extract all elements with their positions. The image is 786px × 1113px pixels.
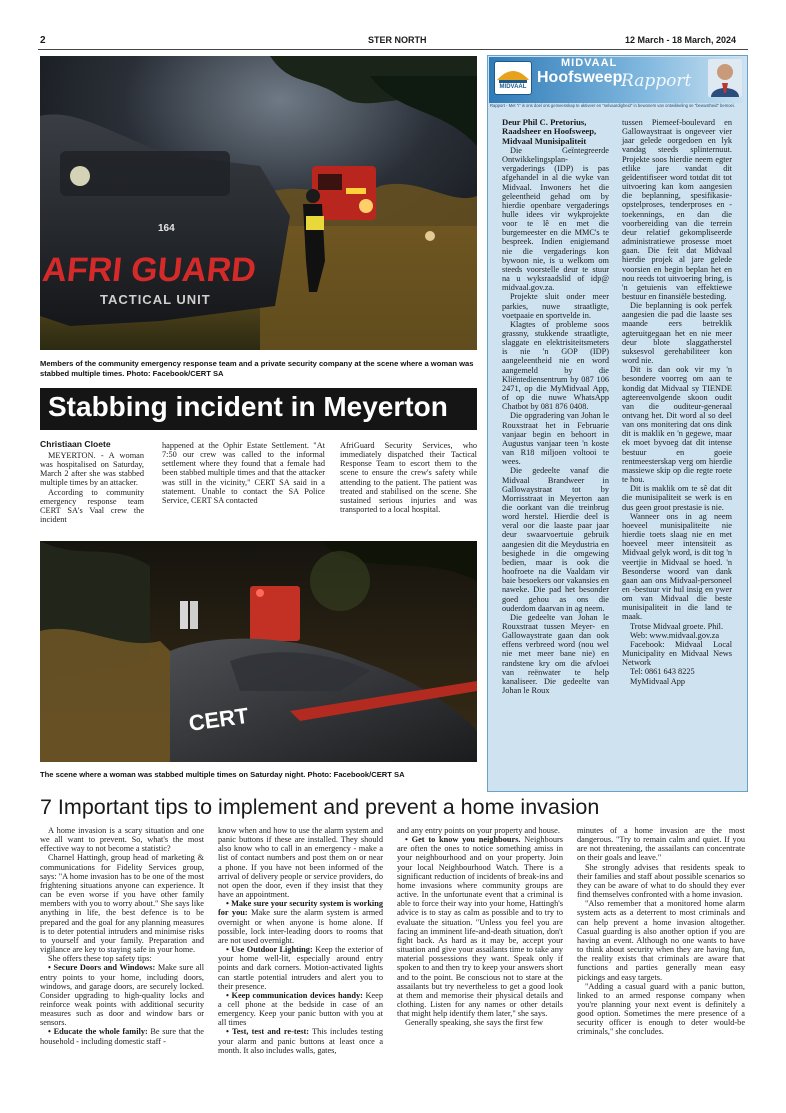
story1-col2	[162, 441, 325, 505]
tip-text: Be sure that the household - including domestic staff -	[40, 1027, 204, 1046]
contact-tel: Tel: 0861 643 8225	[630, 667, 695, 677]
story2-col3	[397, 826, 563, 1027]
paragraph: She strongly advises that residents speak to their families and staff about possible scenarios so they can be aware of what to do should they ever find themselves confronted with a home invasion.	[577, 862, 745, 900]
tip-paragraph	[397, 835, 563, 1018]
paragraph: "Also remember that a monitored home alarm system acts as a deterrent to most criminals and can help prevent a home invasion altogether. Casual guarding is also another option if you are having an event. Although no one wants to have to think about security when they are having fun, the reality exists that criminals are aware that functions and parties generally mean easy pickings and easy targets.	[577, 899, 745, 982]
tip-text: Keep a cell phone at the bedside in case of an emergency. Keep your panic button with you at all times	[218, 990, 383, 1028]
story2-col2	[218, 826, 383, 1055]
page-number: 2	[40, 35, 46, 46]
tip-text: Neighbours are often the ones to notice something amiss in your neighbourhood and on your property. Join your local Neighbourhood Watch. There is a significant reduction of incidents of break-ins and home invasions where community groups are active. In the unfortunate event that a criminal is able to force their way into your home, Hattingh's advice is to stay as calm as possible and to try to evaluate the situation. "Unless you feel you are facing an imminent life-and-death situation, don't fight back. As hard as it may be, accept your situation and give your assailants time to take any material possessions they want. Speak only if spoken to and then try to keep your answers short and to the point. Be conscious not to stare at the assailants but try nevertheless to get a good look at them and memorise their physical details and clothing. Listen for any names or other details that might help identify them later," she says.	[397, 835, 563, 1019]
vehicle-label-text: CERT	[187, 702, 251, 736]
paragraph: happened at the Ophir Estate Settlement. "At 7:50 our crew was called to the informal settlement where they found that a female had been stabbed multiple times and that the attacker was still in the vicinity," CERT SA said in a statement. Unable to contact the SA Police Service, CERT SA contacted	[162, 441, 325, 505]
tip-paragraph	[218, 945, 383, 991]
tip-title: • Use Outdoor Lighting:	[226, 945, 313, 955]
vehicle-brand-text: AFRI GUARD	[40, 251, 258, 289]
tip-text: Make sure all entry points to your home, including doors, windows, and garage doors, are securely locked. Consider upgrading to high-quality locks and reinforce weak points with additional security measures such as door and window bars or sensors.	[40, 963, 204, 1028]
paragraph: AfriGuard Security Services, who immediately dispatched their Tactical Response Team to escort them to the scene to ensure the crew's safety while attending to the patient. The patient was treated and stabilised on the scene. She sustained serious injuries and was transported to a local hospital.	[340, 441, 477, 515]
paragraph: Die gedeelte van Johan le Rouxstraat tussen Meyer- en Gallowaystrate gaan dan ook effens verbreed word (nou wel nie met meer bane nie) en randstene kry om die afvloei van reënwater te help kanaliseer. Die gedeelte van Johan le Roux	[502, 612, 609, 696]
paragraph: Projekte sluit onder meer parkies, nuwe straatligte, voetpaaie en sportvelde in.	[502, 292, 609, 320]
contact-facebook: Facebook: Midvaal Local Municipality en Midvaal News Network	[622, 639, 732, 668]
headline-stabbing: Stabbing incident in Meyerton	[48, 391, 448, 422]
contact-app: MyMidvaal App	[630, 676, 686, 686]
vehicle-unit-text: TACTICAL UNIT	[100, 292, 211, 307]
paragraph: Dit is maklik om te sê dat dit die munisipaliteit se werk is en dus geen groot prestasie is nie.	[622, 484, 732, 512]
paragraph: Klagtes of probleme soos grassny, stukkende straatligte, slaggate en elektrisiteitsmeters is nie 'n GOP (IDP) aangeleentheid nie en word aangemeld by die Kliëntediensentrum by 087 106 2471, op die MyMidvaal App, of op die nuwe WhatsApp Chatbot by 081 876 0408.	[502, 319, 609, 412]
paragraph: Generally speaking, she says the first few	[405, 1018, 544, 1028]
tip-title: • Educate the whole family:	[48, 1027, 148, 1037]
paragraph: Charnel Hattingh, group head of marketing & communications for Fidelity Services group, says: "A home invasion has to be one of the most frightening situations anyone can experience. It can be even worse if you have other family members with you to worry about." She says like anything in life, the best defence is to be prepared and the goal for any planning measures is to deter potential intruders and minimise risks to yourself and your family. Preparation and vigilance are key to staying safe in your home.	[40, 853, 204, 955]
paragraph: MEYERTON. - A woman was hospitalised on Saturday, March 2 after she was stabbed multiple times by an attacker.	[40, 451, 144, 488]
publication-name: STER NORTH	[368, 35, 427, 45]
story2-col4	[577, 826, 745, 1037]
banner-title-rapport: Rapport	[621, 71, 692, 91]
author-portrait	[708, 59, 742, 97]
sidebar-col-right	[622, 118, 732, 686]
paragraph: know when and how to use the alarm system and panic buttons if these are installed. They should also know who to call in an emergency - make a list of contact numbers and post them on or near a phone. If you have not been informed of the arrival of delivery people or service providers, do not open the door, even if they insist that they have an appointment.	[218, 826, 383, 900]
tip-text: Keep the exterior of your home well-lit, especially around entry points and dark corners. Motion-activated lights can startle potential intruders and alert you to their presence.	[218, 945, 383, 991]
vehicle-number-text: 164	[158, 223, 175, 234]
paragraph: She offers these top safety tips:	[48, 954, 152, 964]
headline-box-stabbing	[40, 388, 477, 430]
banner-tagline: Rapport - Met "i" is ons doel ons gemeenskap te aktiveer en "selvaardigheid" in bewoners van ontwikkeling se "bewustheid" bemoei.	[490, 103, 735, 108]
tip-text: This includes testing your alarm and panic buttons at least once a month. It also includes walls, gates,	[218, 1027, 383, 1055]
paragraph: minutes of a home invasion are the most dangerous. "Try to remain calm and quiet. If you are not threatening, the assailants can concentrate on their goals and leave."	[577, 826, 745, 863]
sidebar-col-left	[502, 118, 609, 695]
paragraph: According to community emergency response team CERT SA's Vaal crew the incident	[40, 487, 144, 525]
banner-title-hoofsweep: Hoofsweep	[537, 69, 623, 86]
sidebar-banner	[489, 57, 744, 103]
photo1-caption: Members of the community emergency response team and a private security company at the scene where a woman was stabbed multiple times. Photo: Facebook/CERT SA	[40, 359, 474, 378]
paragraph: and any entry points on your property and house.	[397, 826, 560, 835]
sidebar-heading: Deur Phil C. Pretorius, Raadsheer en Hoofsweep, Midvaal Munisipaliteit	[502, 117, 597, 146]
tip-paragraph	[218, 1027, 383, 1054]
logo-text: MIDVAAL	[499, 84, 527, 90]
tip-title: • Secure Doors and Windows:	[48, 963, 156, 973]
paragraph: A home invasion is a scary situation and one we all want to prevent. So, what's the most effective way to not become a statistic?	[40, 826, 204, 854]
paragraph: Trotse Midvaal groete. Phil.	[630, 621, 724, 631]
banner-title-midvaal: MIDVAAL	[561, 57, 618, 69]
tip-paragraph	[218, 991, 383, 1028]
tip-title: • Keep communication devices handy:	[226, 990, 363, 1000]
portrait-icon	[708, 59, 742, 97]
paragraph: Die beplanning is ook perfek aangesien die pad die laaste ses maande eers betreklik agteruitgegaan het en nie meer deur blote slaggatherstel suksesvol gerehabiliteer kon word nie.	[622, 301, 732, 366]
paragraph: Die gedeelte vanaf die Midvaal Brandweer in Gallowaystraat tot by Morrisstraat in Meyerton aan die oorkant van die treinbrug word herstel. Hierdie deel is veral oor die laaste paar jaar deur swaarvoertuie gebruik aangesien dit die Meydustria en besighede in die omgewing bedien, maar is ook die hoofroete na die Vaaldam vir baie besoekers oor vakansies en naweke. Die pad het besonder goed gehou as ons die ouderdom daarvan in ag neem.	[502, 466, 609, 613]
paragraph: Die Geïntegreerde Ontwikkelingsplan-vergaderings (IDP) is pas afgehandel in al die wyke van Midvaal. Inwoners het die geleentheid gehad om by hierdie openbare vergaderings hulle idees vir wykprojekte voor te lê en met die burgemeester en die MMC's te bespreek. Indien enigiemand nie die vergaderings kon bywoon nie, is u welkom om steeds voorstelle deur te stuur na u wyksraadslid of idp@ midvaal.gov.za.	[502, 145, 609, 293]
tip-paragraph	[218, 899, 383, 945]
paragraph: tussen Piemeef-boulevard en Gallowaystraat is ongeveer vier jaar gelede oorgedoen en lyk vandag steeds splinternuut. Projekte soos hierdie neem egter etlike jare vandat dit geïdentifiseer word totdat dit tot uitvoering kan kom aangesien die beplanning, spesifikasie-opstelproses, tenderproses en -toekennings, en dan die voorbereiding van die terrein deur relatief gekompliseerde administratiewe prosesse moet gaan. Die feit dat Midvaal hierdie projek al jare gelede voorsien en begin beplan het en nou reeds tot uitvoering bring, is 'n getuienis van effektiewe bestuur en finansiële besteding.	[622, 118, 732, 301]
midvaal-logo	[494, 61, 532, 95]
contact-web: Web: www.midvaal.gov.za	[630, 630, 720, 640]
paragraph: "Adding a casual guard with a panic button, linked to an armed response company when you're planning your next event is definitely a good option. Sometimes the mere presence of a security officer is enough to deter would-be criminals," she concludes.	[577, 981, 745, 1037]
headline-home-invasion: 7 Important tips to implement and prevent a home invasion	[40, 795, 600, 819]
paragraph: Die opgradering van Johan le Rouxstraat het in Februarie vanjaar begin en behoort in Augustus vanjaar teen 'n koste van R18 miljoen voltooi te wees.	[502, 411, 609, 467]
issue-date: 12 March - 18 March, 2024	[625, 35, 737, 45]
byline: Christiaan Cloete	[40, 439, 111, 449]
photo2-caption: The scene where a woman was stabbed multiple times on Saturday night. Photo: Facebook/CERT SA	[40, 770, 405, 779]
paragraph: Dit is dan ook vir my 'n besondere voorreg om aan te kondig dat Midvaal sy TIENDE agtereenvolgende skoon oudit van die ouditeur-generaal ontvang het. Dit word al so deel van ons monitering dat ons dink dit is maklik en 'n gegewe, maar ek moet byvoeg dat dit intense bestuur en goeie rentmeesterskap verg om hierdie massiewe skip op die regte roete te hou.	[622, 365, 732, 485]
logo-sun-icon	[495, 62, 531, 84]
story1-col1	[40, 451, 144, 524]
photo-ambulance-scene	[40, 541, 477, 762]
tip-paragraph	[40, 963, 204, 1027]
header-rule	[38, 49, 748, 50]
photo-security-vehicle	[40, 56, 477, 350]
tip-title: • Test, test and re-test:	[226, 1027, 310, 1037]
story1-col3	[340, 441, 477, 514]
story2-col1	[40, 826, 204, 1046]
tip-title: • Make sure your security system is working for you:	[218, 899, 383, 918]
paragraph: Wanneer ons in ag neem hoeveel munisipaliteite nie hierdie toets slaag nie en met hoeveel meer intensiteit as Midvaal gelyk word, is dit tog 'n veertjie in Midvaal se hoed. 'n Besonderse woord van dank gaan aan ons Midvaal-personeel en -bestuur vir hul insig en ywer om van Midvaal die beste munisipaliteit in die land te maak.	[622, 511, 732, 622]
tip-text: Make sure the alarm system is armed overnight or when anyone is home alone. If possible, lock inter-leading doors to rooms that are not used overnight.	[218, 908, 383, 945]
tip-paragraph	[40, 1027, 204, 1045]
tip-title: • Get to know you neighbours.	[405, 835, 521, 845]
